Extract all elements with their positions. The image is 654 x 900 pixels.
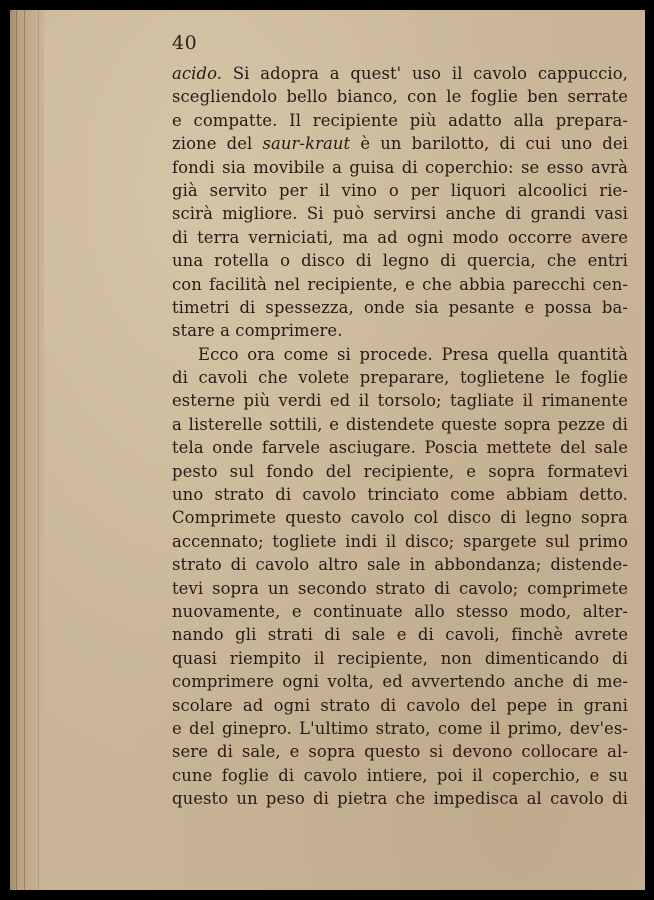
- book-page: [10, 10, 645, 890]
- text-span: zione del: [172, 134, 263, 154]
- text-span: Ecco ora come si procede. Presa quella quantità: [198, 344, 628, 364]
- text-span: Comprimete questo cavolo col disco di legno sopra: [172, 508, 628, 528]
- text-span: Si adopra a quest' uso il cavolo cappuccio,: [222, 64, 628, 83]
- text-span: già servito per il vino o per liquori alcoolici rie-: [172, 180, 628, 200]
- text-span: una rotella o disco di legno di quercia, che entri: [172, 251, 628, 271]
- italic-term: acido.: [172, 64, 223, 83]
- text-line: [172, 460, 628, 483]
- text-span: a listerelle sottili, e distendete queste sopra pezze di: [172, 414, 628, 434]
- page-number: 40: [172, 32, 198, 54]
- text-span: di terra verniciati, ma ad ogni modo occorre avere: [172, 227, 628, 247]
- text-line: [172, 202, 628, 225]
- text-span: strato di cavolo altro sale in abbondanza; distende-: [172, 555, 628, 575]
- text-span: stare a comprimere.: [172, 321, 343, 341]
- text-line: [172, 647, 628, 670]
- gutter-edge-line: [16, 10, 17, 890]
- text-line: [172, 319, 628, 342]
- text-span: comprimere ogni volta, ed avvertendo anche di me-: [172, 672, 628, 692]
- text-line: [172, 764, 628, 787]
- text-line: [172, 740, 628, 763]
- text-line: [172, 156, 628, 179]
- text-span: scirà migliore. Si può servirsi anche di grandi vasi: [172, 204, 628, 224]
- gutter-edge-line: [38, 10, 39, 890]
- text-line: [172, 109, 628, 132]
- text-span: accennato; togliete indi il disco; spargete sul primo: [172, 531, 628, 551]
- text-span: scegliendolo bello bianco, con le foglie ben serrate: [172, 87, 628, 107]
- text-span: tevi sopra un secondo strato di cavolo; comprimete: [172, 578, 628, 598]
- text-line: [172, 296, 628, 319]
- text-line: [172, 85, 628, 108]
- text-span: quasi riempito il recipiente, non dimenticando di: [172, 648, 628, 668]
- text-line: [172, 577, 628, 600]
- text-span: è un barilotto, di cui uno dei: [350, 134, 629, 154]
- text-line: [172, 226, 628, 249]
- text-line: [172, 600, 628, 623]
- text-span: scolare ad ogni strato di cavolo del pepe in grani: [172, 695, 628, 715]
- text-span: e compatte. Il recipiente più adatto alla prepara-: [172, 110, 628, 130]
- text-span: tela onde farvele asciugare. Poscia mettete del sale: [172, 438, 628, 458]
- text-line: [172, 343, 628, 366]
- text-line: [172, 670, 628, 693]
- text-line: [172, 623, 628, 646]
- text-line: [172, 506, 628, 529]
- text-line: [172, 179, 628, 202]
- text-span: fondi sia movibile a guisa di coperchio: se esso avrà: [172, 157, 628, 177]
- text-line: [172, 366, 628, 389]
- text-span: uno strato di cavolo trinciato come abbiam detto.: [172, 485, 628, 505]
- text-line: [172, 483, 628, 506]
- text-span: con facilità nel recipiente, e che abbia parecchi cen-: [172, 274, 628, 294]
- text-line: [172, 62, 628, 85]
- text-line: [172, 132, 628, 155]
- text-line: [172, 694, 628, 717]
- text-span: e del ginepro. L'ultimo strato, come il primo, dev'es-: [172, 718, 628, 738]
- text-line: [172, 249, 628, 272]
- text-line: [172, 717, 628, 740]
- text-line: [172, 530, 628, 553]
- text-line: [172, 553, 628, 576]
- italic-term: saur-kraut: [262, 134, 351, 154]
- text-line: [172, 273, 628, 296]
- text-span: nuovamente, e continuate allo stesso modo, alter-: [172, 601, 628, 621]
- text-span: nando gli strati di sale e di cavoli, finchè avrete: [172, 625, 628, 645]
- text-span: esterne più verdi ed il torsolo; tagliate il rimanente: [172, 391, 628, 411]
- text-span: sere di sale, e sopra questo si devono collocare al-: [172, 742, 628, 762]
- text-line: [172, 413, 628, 436]
- text-span: pesto sul fondo del recipiente, e sopra formatevi: [172, 461, 628, 481]
- gutter-edge-line: [24, 10, 25, 890]
- text-span: timetri di spessezza, onde sia pesante e possa ba-: [172, 297, 628, 317]
- text-span: cune foglie di cavolo intiere, poi il coperchio, e su: [172, 765, 628, 785]
- text-span: questo un peso di pietra che impedisca al cavolo di: [172, 789, 628, 809]
- text-line: [172, 389, 628, 412]
- text-line: [172, 436, 628, 459]
- body-text: [172, 62, 628, 811]
- text-span: di cavoli che volete preparare, toglietene le foglie: [172, 368, 628, 388]
- text-line: [172, 787, 628, 810]
